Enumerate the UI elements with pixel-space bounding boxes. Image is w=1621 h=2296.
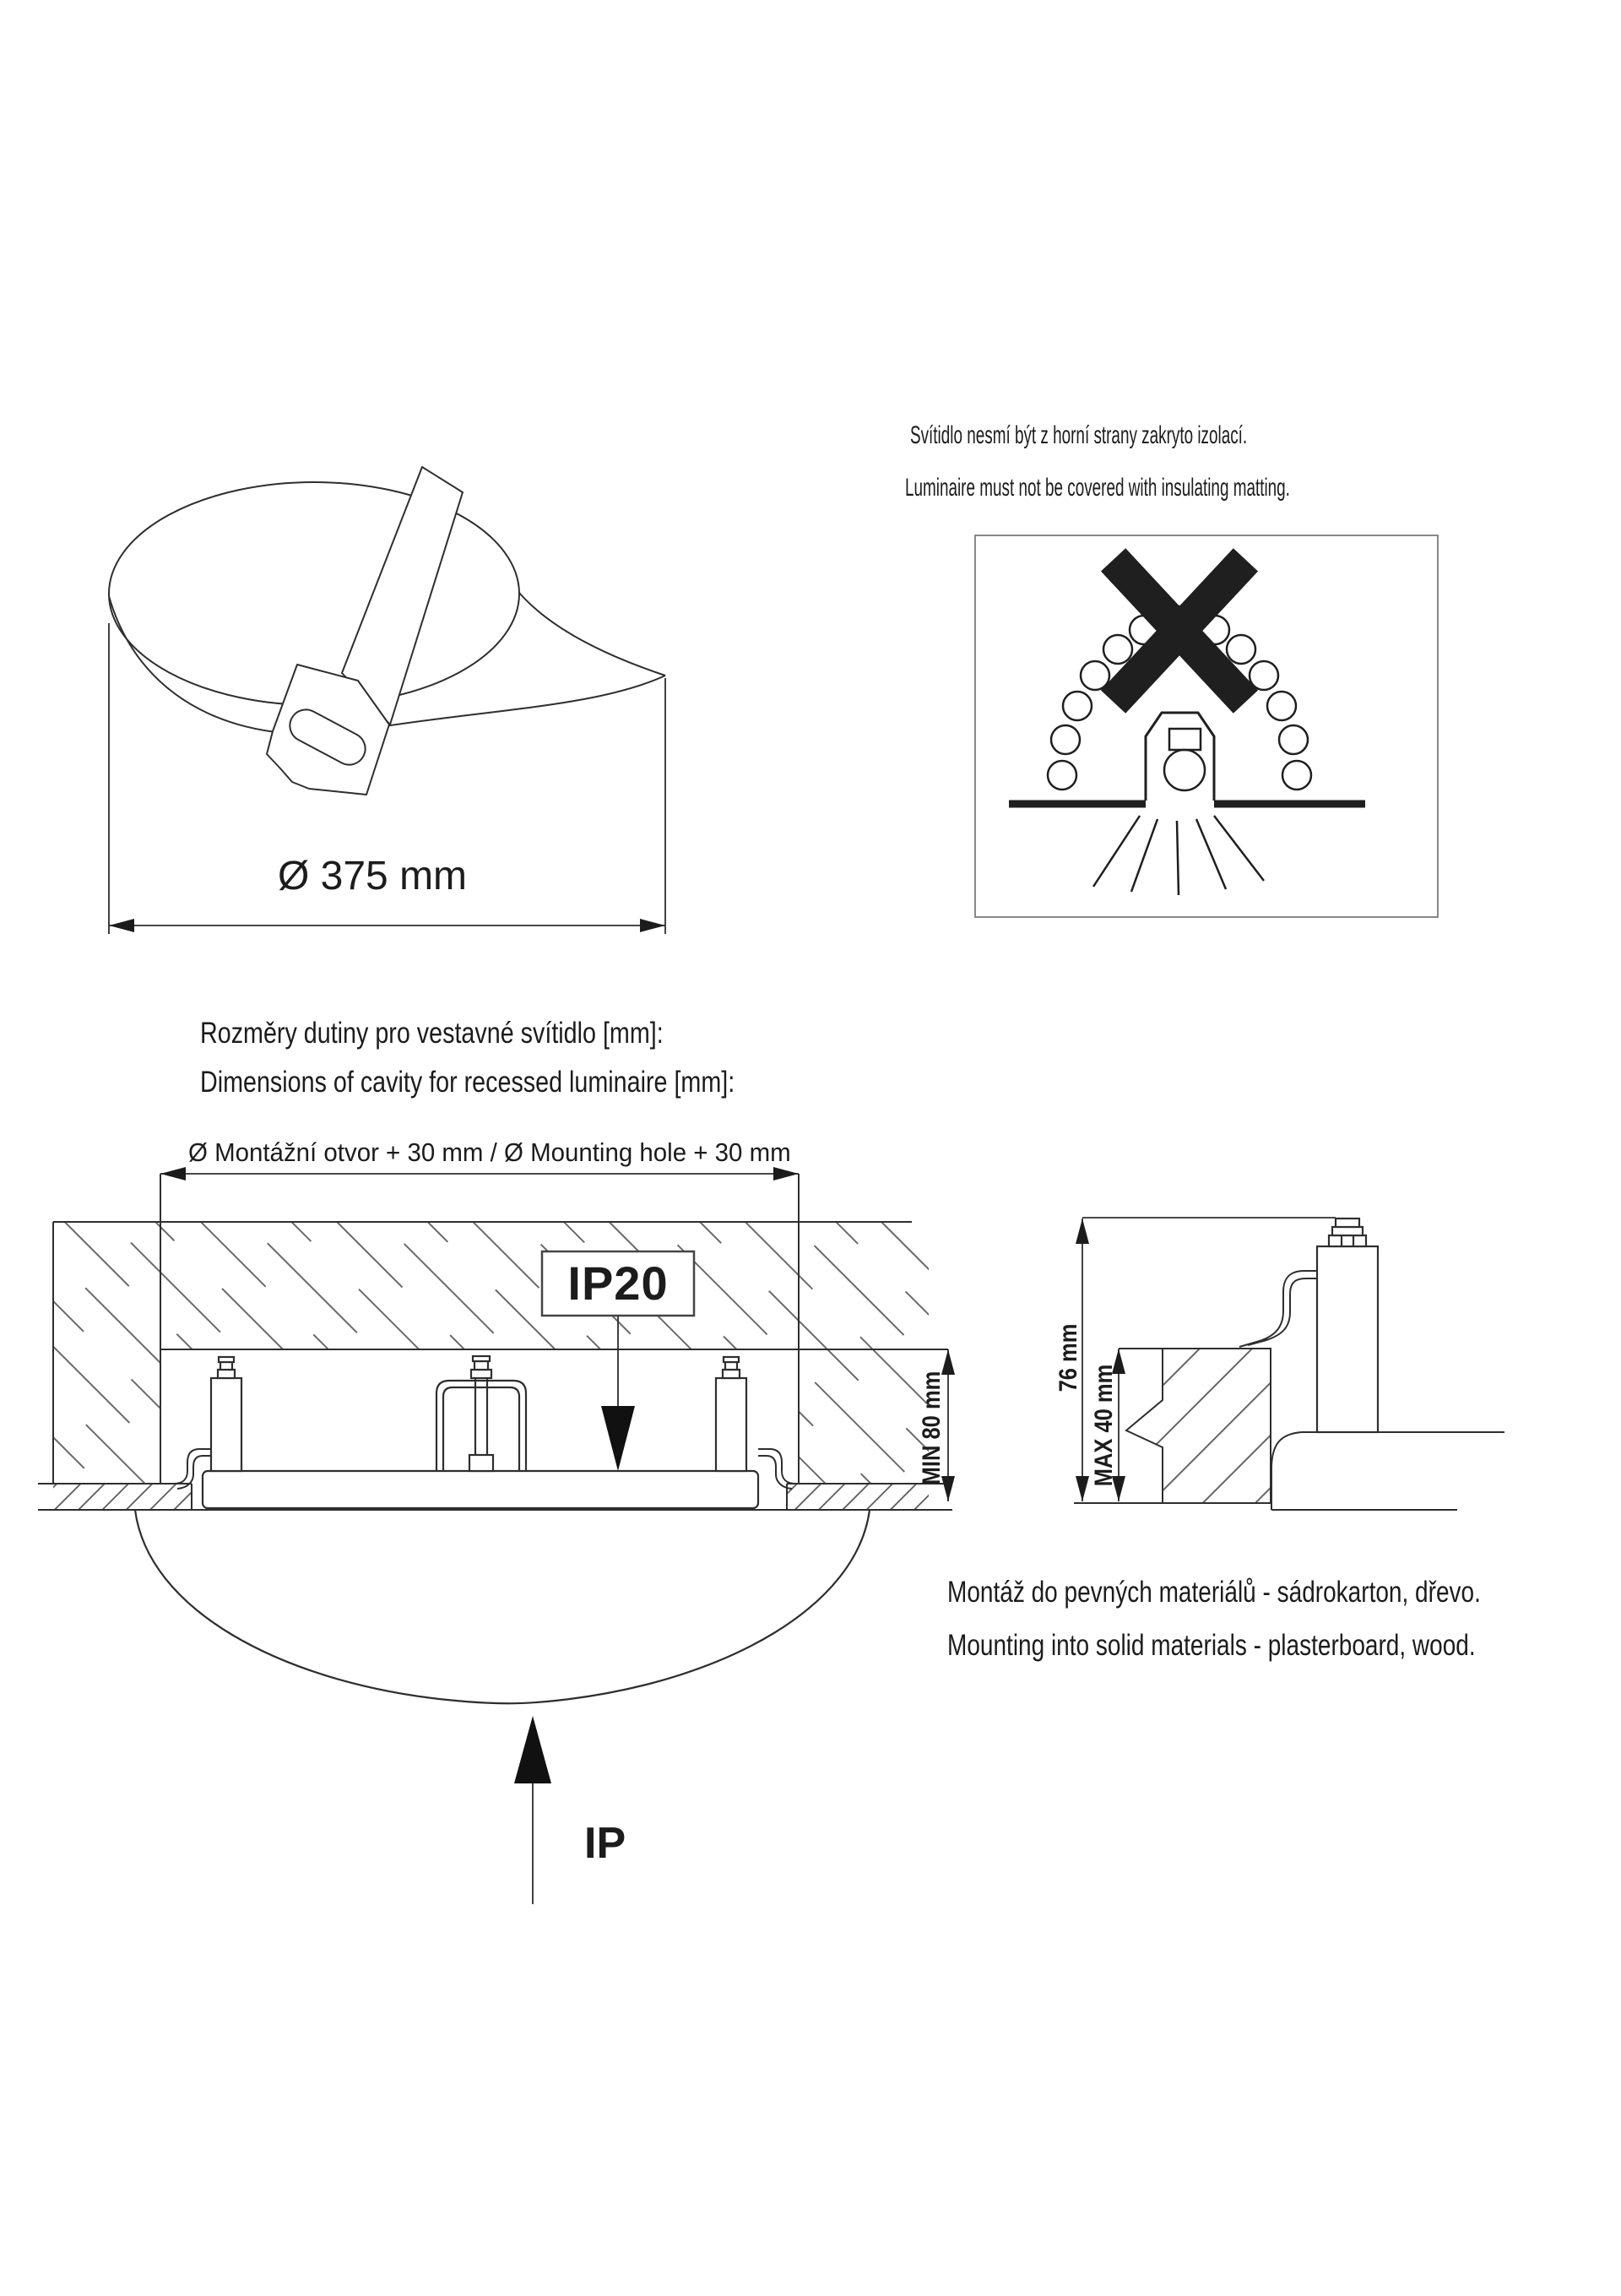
no-insulation-warning-icon (975, 535, 1438, 917)
luminaire-right-edge (519, 593, 665, 676)
cavity-heading-en: Dimensions of cavity for recessed luminaire [mm]: (200, 1066, 735, 1099)
side-mounting-detail (1074, 1218, 1504, 1510)
mounting-hole-dimension (160, 1167, 799, 1181)
mounting-post-left (211, 1357, 241, 1471)
ip20-down-arrow-icon (601, 1406, 635, 1471)
diameter-label: Ø 375 mm (277, 854, 468, 898)
mounting-hole-dim-label: Ø Montážní otvor + 30 mm / Ø Mounting hole + 30 mm (188, 1137, 791, 1167)
up-arrow-icon (514, 1716, 551, 1783)
dim-arrow-left-icon (109, 919, 134, 932)
luminaire-dome (135, 1510, 870, 1703)
min-depth-label: MIN 80 mm (918, 1371, 946, 1485)
board-section (1126, 1349, 1271, 1503)
dim-arrow-right-icon (640, 919, 665, 932)
luminaire-base-plate (203, 1471, 758, 1508)
spring-clip-right (758, 1449, 795, 1489)
mounting-note-cz: Montáž do pevných materiálů - sádrokarton, dřevo. (947, 1576, 1481, 1609)
cavity-heading-cz: Rozměry dutiny pro vestavné svítidlo [mm]: (200, 1017, 664, 1050)
cavity-cross-section (38, 1167, 955, 1703)
mounting-bracket-middle (436, 1356, 526, 1471)
ip-protection-arrow (514, 1716, 551, 1904)
mounting-post-right (716, 1357, 746, 1471)
mounting-note-en: Mounting into solid materials - plasterboard, wood. (947, 1629, 1476, 1662)
ceiling-board-right (787, 1484, 929, 1510)
total-height-label: 76 mm (1054, 1323, 1082, 1392)
ceiling-structure-hatch (53, 1222, 929, 1484)
ip20-rating-label: IP20 (567, 1257, 669, 1310)
detail-post (1317, 1219, 1378, 1432)
insulation-notice-en: Luminaire must not be covered with insulating matting. (905, 474, 1290, 502)
detail-spring-clip (1239, 1271, 1317, 1347)
ip-arrow-label: IP (584, 1819, 626, 1868)
insulation-notice-cz: Svítidlo nesmí být z horní strany zakryto izolací. (910, 421, 1248, 449)
rim-shoulder (1271, 1432, 1302, 1510)
max-thickness-label: MAX 40 mm (1090, 1364, 1118, 1487)
ceiling-board-left (53, 1484, 192, 1510)
